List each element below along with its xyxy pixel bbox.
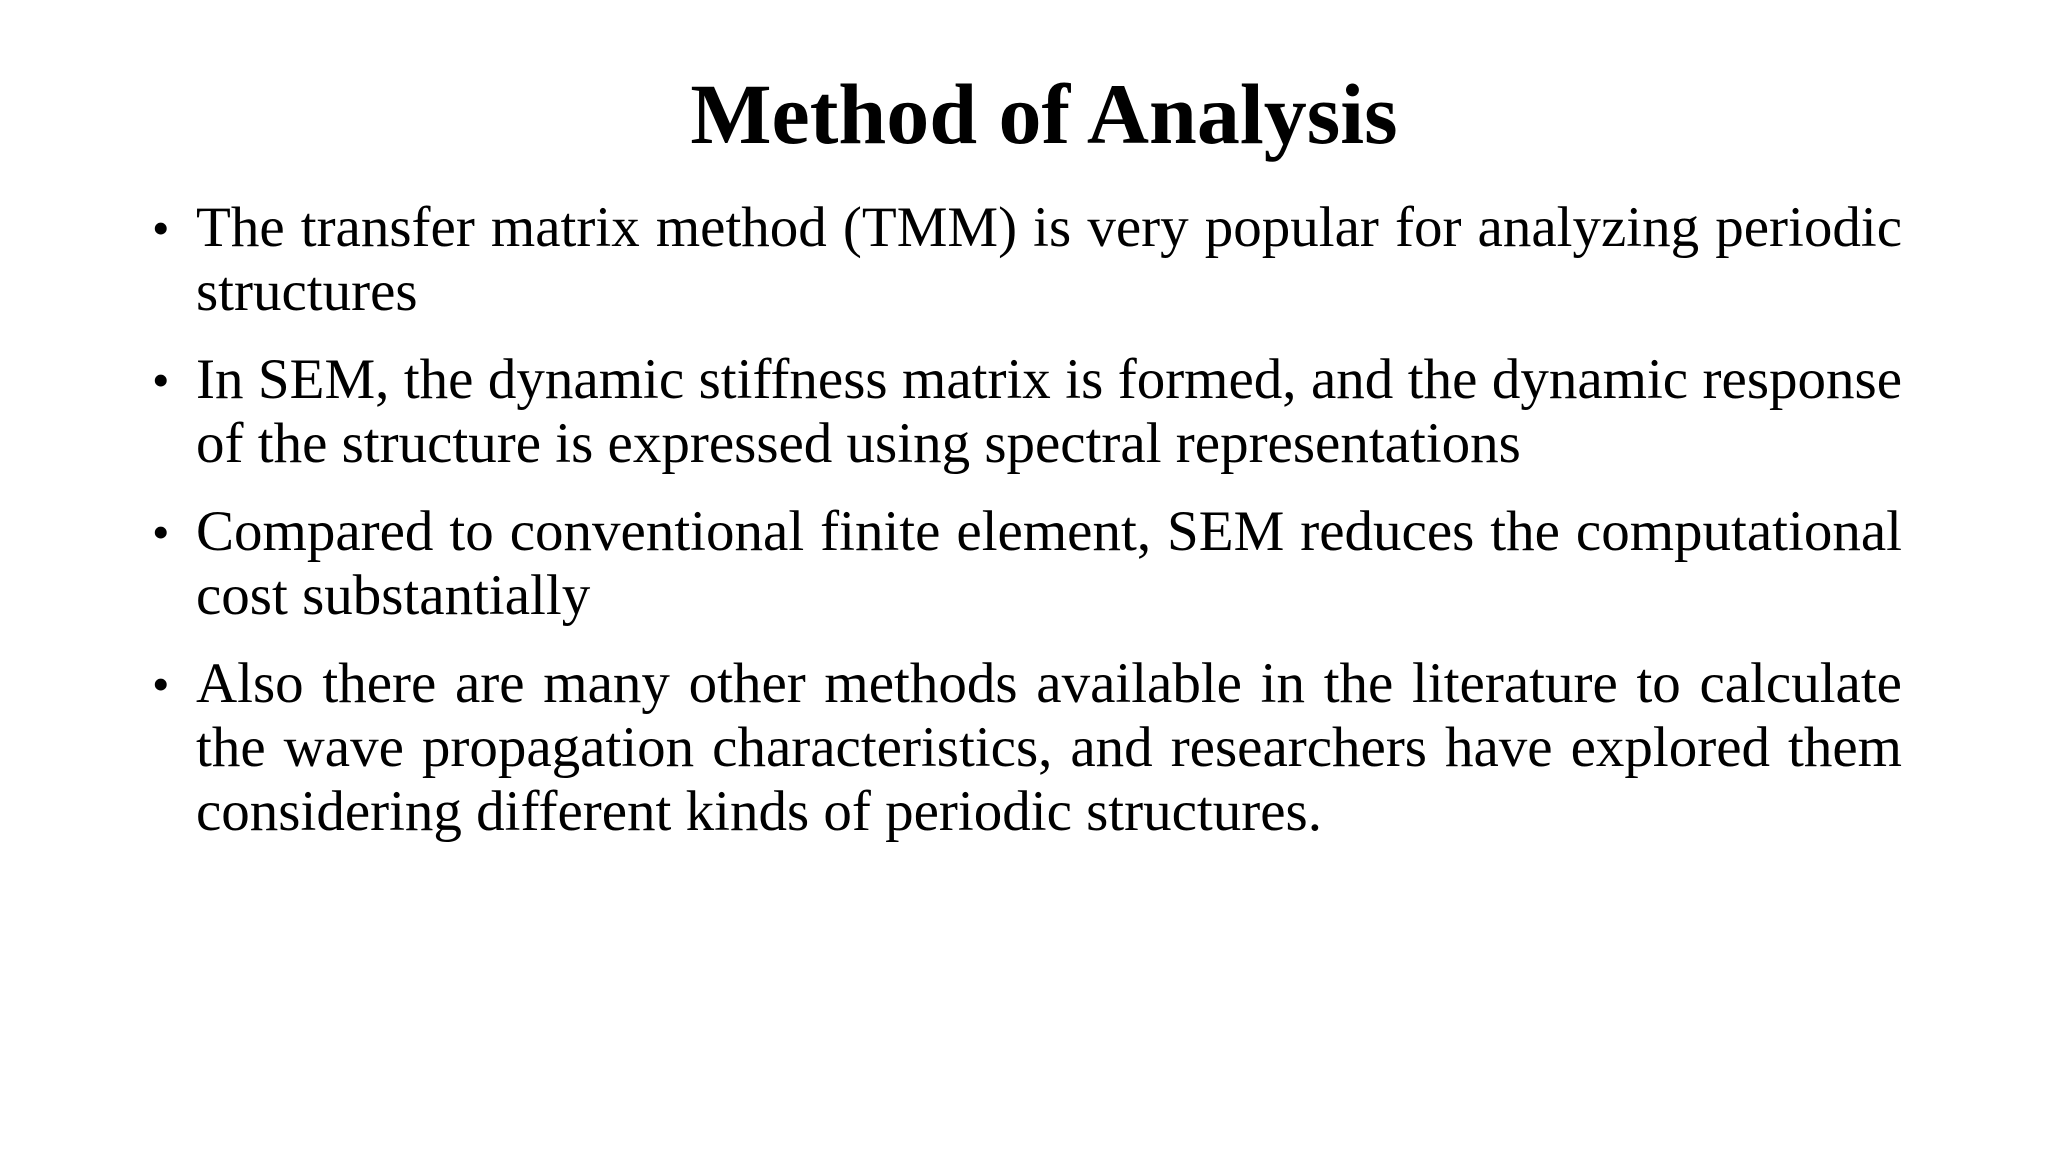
bullet-text: Compared to conventional finite element, SEM reduces the computational cost substantially — [196, 500, 1902, 627]
slide-title-text: Method of Analysis — [690, 66, 1398, 162]
bullet-list — [152, 196, 1902, 868]
bullet-marker: • — [152, 200, 170, 256]
bullet-marker: • — [152, 504, 170, 560]
bullet-text: Also there are many other methods available in the literature to calculate the wave propagation characteristics, and researchers have explored them considering different kinds of periodic structures. — [196, 652, 1902, 843]
bullet-item — [152, 652, 1902, 844]
bullet-text: The transfer matrix method (TMM) is very popular for analyzing periodic structures — [196, 196, 1902, 323]
bullet-item — [152, 348, 1902, 476]
bullet-text: In SEM, the dynamic stiffness matrix is formed, and the dynamic response of the structure is expressed using spectral representations — [196, 348, 1902, 475]
bullet-marker: • — [152, 352, 170, 408]
bullet-marker: • — [152, 656, 170, 712]
slide-title — [0, 68, 2048, 160]
bullet-item — [152, 196, 1902, 324]
bullet-item — [152, 500, 1902, 628]
